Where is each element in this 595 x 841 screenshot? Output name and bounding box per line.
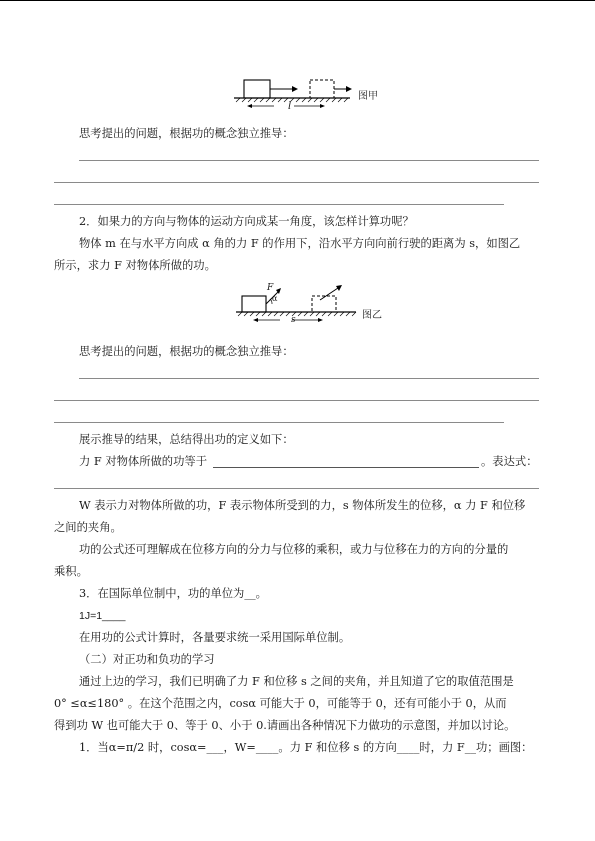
question-2-line1: 物体 m 在与水平方向成 α 角的力 F 的作用下，沿水平方向向前行驶的距离为 s，如图乙 (79, 237, 521, 250)
question-2-title: 2．如果力的方向与物体的运动方向成某一角度，该怎样计算功呢？ (79, 215, 414, 228)
body-line-3: 得到功 W 也可能大于 0、等于 0、小于 0.请画出各种情况下力做功的示意图，并加以讨论。 (54, 719, 516, 732)
answer-line (54, 422, 504, 423)
question-3: 3．在国际单位制中，功的单位为__。 (79, 587, 267, 600)
unit-note: 在用功的公式计算时，各量要求统一采用国际单位制。 (79, 631, 351, 644)
interpretation-line-2: 乘积。 (54, 565, 88, 578)
section-2-title: （二）对正功和负功的学习 (79, 653, 215, 666)
derivation-prompt-1: 思考提出的问题，根据功的概念独立推导： (79, 127, 294, 140)
expression-answer-line (54, 488, 539, 489)
work-definition-tail: 。表达式： (481, 455, 538, 468)
interpretation-line-1: 功的公式还可理解成在位移方向的分力与位移的乘积，或力与位移在力的方向的分量的 (79, 543, 509, 556)
figure-b-diagram (234, 282, 359, 326)
answer-line (79, 160, 539, 161)
figure-a-label: 图甲 (358, 91, 378, 102)
figure-b-label: 图乙 (362, 310, 382, 321)
work-definition-blank (213, 467, 479, 468)
symbols-line-2: 之间的夹角。 (54, 521, 122, 534)
unit-equation: 1J=1____ (79, 610, 126, 622)
figure-a-diagram (232, 74, 352, 114)
figure-b-f-symbol: F (267, 283, 274, 293)
symbols-line-1: W 表示力对物体所做的功，F 表示物体所受到的力，s 物体所发生的位移，α 力 F 和位移 (79, 499, 526, 512)
figure-a-l-symbol: l (288, 101, 292, 112)
answer-line (54, 204, 504, 205)
item-1: 1．当α=π/2 时，cosα=___，W=____。力 F 和位移 s 的方向____时，力 F__功；画图： (79, 741, 533, 754)
question-2-line2: 所示，求力 F 对物体所做的功。 (54, 259, 216, 272)
result-intro: 展示推导的结果，总结得出功的定义如下： (79, 433, 294, 446)
answer-line (54, 400, 539, 401)
answer-line (79, 378, 539, 379)
figure-b-s-symbol: s (291, 315, 296, 325)
work-definition-lead: 力 F 对物体所做的功等于 (79, 455, 207, 468)
answer-line (54, 182, 539, 183)
body-line-2: 0° ≤α≤180° 。在这个范围之内，cosα 可能大于 0，可能等于 0，还有可能小于 0，从而 (54, 697, 507, 710)
derivation-prompt-2: 思考提出的问题，根据功的概念独立推导： (79, 345, 294, 358)
figure-b-alpha-symbol: α (272, 294, 278, 303)
body-line-1: 通过上边的学习，我们已明确了力 F 和位移 s 之间的夹角，并且知道了它的取值范围是 (79, 675, 514, 688)
page-top-border (0, 0, 595, 1)
